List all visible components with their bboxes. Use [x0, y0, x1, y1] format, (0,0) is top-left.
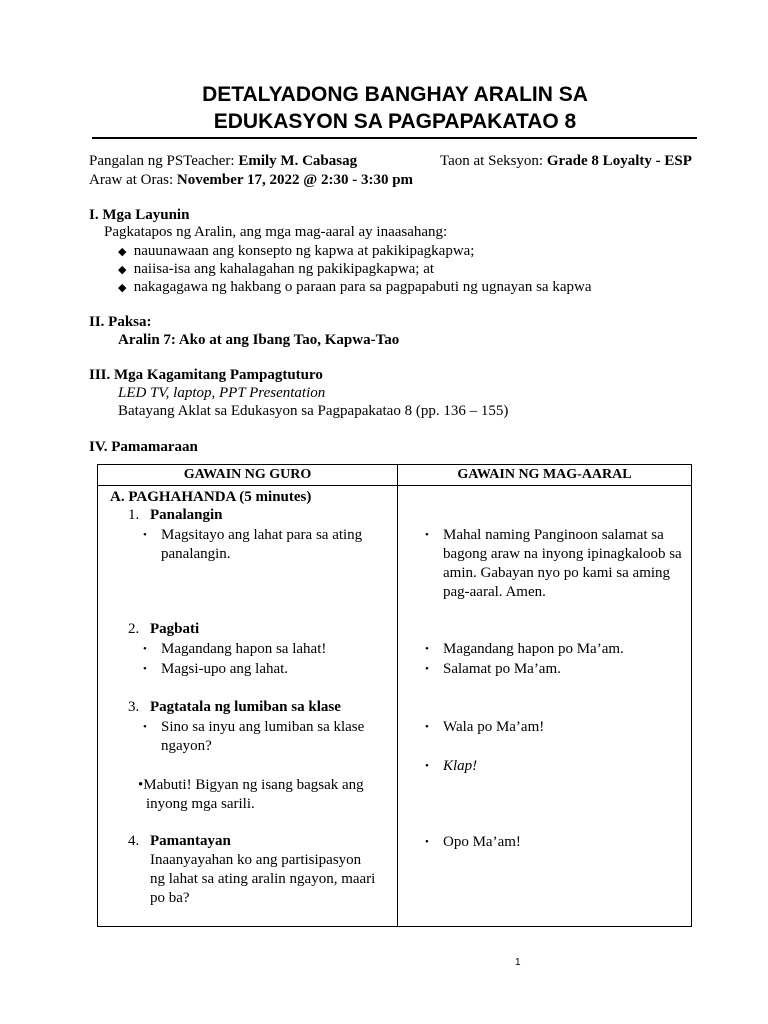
table-header-row: [98, 465, 692, 486]
teacher-name: Emily M. Cabasag: [238, 153, 358, 169]
teacher-label: Pangalan ng PSTeacher:: [89, 153, 235, 169]
step-title-pamantayan: Pamantayan: [150, 833, 231, 849]
bullet-icon: •: [143, 721, 147, 733]
student-line: • Opo Ma’am!: [425, 834, 521, 850]
materials-line2: Batayang Aklat sa Edukasyon sa Pagpapakatao 8 (pp. 136 – 155): [118, 403, 509, 419]
lesson-procedure-table: [97, 464, 692, 927]
bullet-icon: •: [143, 643, 147, 655]
teacher-line-cont: ngayon?: [161, 738, 212, 754]
section-a-heading: A. PAGHAHANDA (5 minutes): [110, 489, 312, 505]
teacher-line: • Magsitayo ang lahat para sa ating: [143, 527, 363, 543]
student-line: • Magandang hapon po Ma’am.: [425, 641, 624, 657]
date-label: Araw at Oras:: [89, 172, 174, 188]
date-info: [89, 171, 413, 189]
teacher-line-cont: po ba?: [150, 890, 190, 906]
step-number: 2.: [128, 621, 140, 637]
section-value: Grade 8 Loyalty - ESP: [546, 153, 692, 169]
teacher-line: Inaanyayahan ko ang partisipasyon: [150, 852, 362, 868]
bullet-icon: •: [425, 529, 429, 541]
bullet-icon: •: [138, 777, 144, 793]
page-number: 1: [515, 957, 521, 968]
section-info: [440, 152, 692, 170]
teacher-line-cont: inyong mga sarili.: [146, 796, 255, 812]
teacher-line-cont: panalangin.: [161, 546, 231, 562]
teacher-line: • Magsi-upo ang lahat.: [143, 661, 289, 677]
table-row: [98, 486, 692, 927]
document-title-line1: DETALYADONG BANGHAY ARALIN SA: [202, 83, 588, 106]
materials-line1: LED TV, laptop, PPT Presentation: [118, 385, 326, 401]
topic-heading: II. Paksa:: [89, 314, 152, 330]
student-line-cont: pag-aaral. Amen.: [443, 584, 546, 600]
step-number: 4.: [128, 833, 140, 849]
topic-value: Aralin 7: Ako at ang Ibang Tao, Kapwa-Tao: [118, 332, 400, 348]
student-line: • Klap!: [425, 758, 478, 774]
document-title-line2: EDUKASYON SA PAGPAPAKATAO 8: [213, 110, 577, 133]
teacher-activities-cell: [98, 486, 398, 927]
bullet-icon: •: [143, 663, 147, 675]
student-line: • Mahal naming Panginoon salamat sa: [425, 527, 664, 543]
date-value: November 17, 2022 @ 2:30 - 3:30 pm: [176, 172, 414, 188]
step-number: 3.: [128, 699, 140, 715]
teacher-line: •Mabuti! Bigyan ng isang bagsak ang: [138, 777, 364, 793]
teacher-line: • Sino sa inyu ang lumiban sa klase: [143, 719, 365, 735]
teacher-info: [89, 152, 357, 170]
student-line: • Salamat po Ma’am.: [425, 661, 561, 677]
step-number: 1.: [128, 507, 140, 523]
student-line: • Wala po Ma’am!: [425, 719, 545, 735]
student-activities-cell: [398, 486, 692, 927]
materials-heading: III. Mga Kagamitang Pampagtuturo: [89, 367, 323, 383]
diamond-bullet-icon: ◆: [118, 264, 127, 276]
bullet-icon: •: [425, 643, 429, 655]
step-title-attendance: Pagtatala ng lumiban sa klase: [150, 699, 341, 715]
bullet-icon: •: [425, 836, 429, 848]
step-title-panalangin: Panalangin: [150, 507, 223, 523]
column-header-student: GAWAIN NG MAG-AARAL: [398, 465, 692, 486]
title-divider: [92, 137, 697, 139]
step-title-pagbati: Pagbati: [150, 621, 200, 637]
objectives-intro: Pagkatapos ng Aralin, ang mga mag-aaral ay inaasahang:: [104, 224, 448, 240]
objective-item: ◆ naiisa-isa ang kahalagahan ng pakikipagkapwa; at: [118, 261, 435, 277]
objective-item: ◆ nakagagawa ng hakbang o paraan para sa pagpapabuti ng ugnayan sa kapwa: [118, 279, 592, 295]
teacher-line: • Magandang hapon sa lahat!: [143, 641, 327, 657]
student-line-cont: amin. Gabayan nyo po kami sa aming: [443, 565, 671, 581]
objectives-heading: I. Mga Layunin: [89, 207, 190, 223]
bullet-icon: •: [425, 760, 429, 772]
teacher-line-cont: ng lahat sa ating aralin ngayon, maari: [150, 871, 376, 887]
diamond-bullet-icon: ◆: [118, 246, 127, 258]
column-header-teacher: GAWAIN NG GURO: [98, 465, 398, 486]
section-label: Taon at Seksyon:: [440, 153, 544, 169]
diamond-bullet-icon: ◆: [118, 282, 127, 294]
bullet-icon: •: [425, 663, 429, 675]
objective-item: ◆ nauunawaan ang konsepto ng kapwa at pakikipagkapwa;: [118, 243, 475, 259]
student-line-cont: bagong araw na inyong ipinagkaloob sa: [443, 546, 682, 562]
procedure-heading: IV. Pamamaraan: [89, 439, 198, 455]
bullet-icon: •: [425, 721, 429, 733]
bullet-icon: •: [143, 529, 147, 541]
